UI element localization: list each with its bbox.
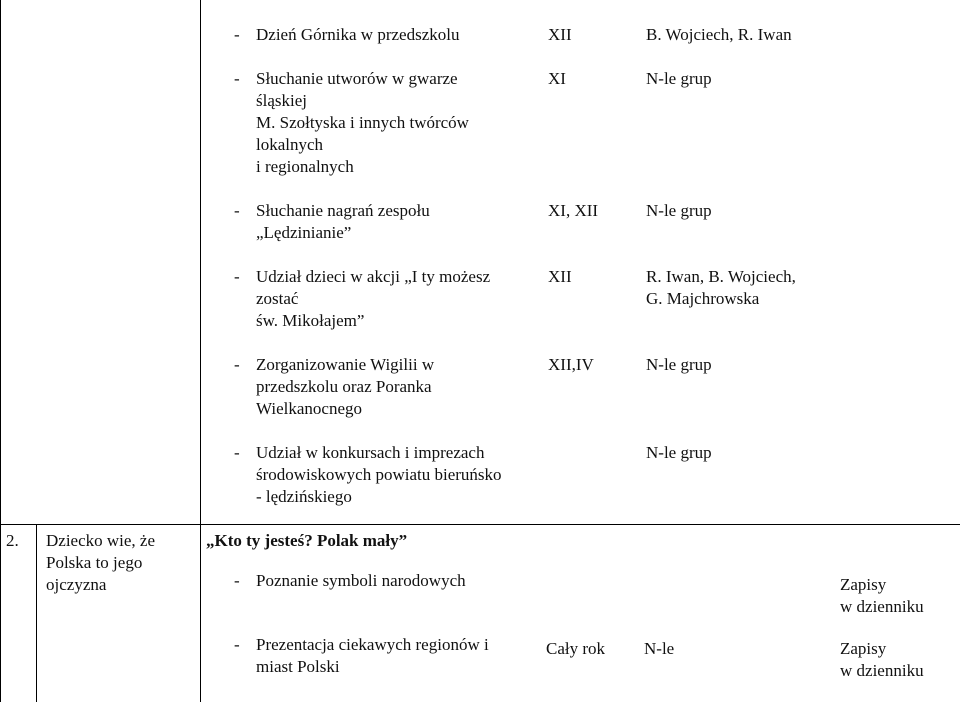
month-text: XII,IV <box>548 355 594 374</box>
task-text: św. Mikołajem” <box>256 311 365 330</box>
list-dash: - <box>234 25 240 44</box>
list-dash: - <box>234 635 240 654</box>
task-text: środowiskowych powiatu bieruńsko <box>256 465 502 484</box>
task-text: lokalnych <box>256 135 324 154</box>
task-text: Słuchanie nagrań zespołu <box>256 201 430 220</box>
task-text: Zorganizowanie Wigilii w <box>256 355 435 374</box>
notes-text: Zapisy <box>840 575 887 594</box>
responsible-text: B. Wojciech, R. Iwan <box>646 25 792 44</box>
task-text: „Lędzinianie” <box>256 223 352 242</box>
task-text: Udział w konkursach i imprezach <box>256 443 485 462</box>
goal-text: Dziecko wie, że <box>46 531 156 550</box>
list-dash: - <box>234 355 240 374</box>
responsible-text: N-le <box>644 639 675 658</box>
task-text: Dzień Górnika w przedszkolu <box>256 25 460 44</box>
notes-text: w dzienniku <box>840 597 924 616</box>
notes-text: w dzienniku <box>840 661 924 680</box>
responsible-text: N-le grup <box>646 69 712 88</box>
row-divider-section-2 <box>0 524 960 525</box>
task-text: Poznanie symboli narodowych <box>256 571 466 590</box>
task-text: Prezentacja ciekawych regionów i <box>256 635 489 654</box>
month-text: XII <box>548 25 572 44</box>
responsible-text: R. Iwan, B. Wojciech, <box>646 267 796 286</box>
task-text: i regionalnych <box>256 157 354 176</box>
column-divider-goal <box>36 524 37 702</box>
task-text: Wielkanocnego <box>256 399 362 418</box>
month-text: XI <box>548 69 566 88</box>
responsible-text: N-le grup <box>646 443 712 462</box>
goal-text: ojczyzna <box>46 575 107 594</box>
list-dash: - <box>234 201 240 220</box>
task-text: M. Szołtyska i innych twórców <box>256 113 469 132</box>
topic-heading: „Kto ty jesteś? Polak mały” <box>206 531 408 550</box>
list-dash: - <box>234 267 240 286</box>
responsible-text: N-le grup <box>646 355 712 374</box>
goal-text: Polska to jego <box>46 553 143 572</box>
task-text: zostać <box>256 289 299 308</box>
task-text: Słuchanie utworów w gwarze <box>256 69 458 88</box>
task-text: przedszkolu oraz Poranka <box>256 377 432 396</box>
notes-text: Zapisy <box>840 639 887 658</box>
task-text: miast Polski <box>256 657 340 676</box>
month-text: XII <box>548 267 572 286</box>
task-text: śląskiej <box>256 91 307 110</box>
responsible-text: G. Majchrowska <box>646 289 760 308</box>
task-text: - lędzińskiego <box>256 487 352 506</box>
responsible-text: N-le grup <box>646 201 712 220</box>
table-border-left <box>0 0 1 702</box>
month-text: XI, XII <box>548 201 599 220</box>
month-text: Cały rok <box>546 639 606 658</box>
list-dash: - <box>234 571 240 590</box>
section-number: 2. <box>6 531 19 550</box>
list-dash: - <box>234 69 240 88</box>
column-divider-1 <box>200 0 201 702</box>
list-dash: - <box>234 443 240 462</box>
task-text: Udział dzieci w akcji „I ty możesz <box>256 267 491 286</box>
